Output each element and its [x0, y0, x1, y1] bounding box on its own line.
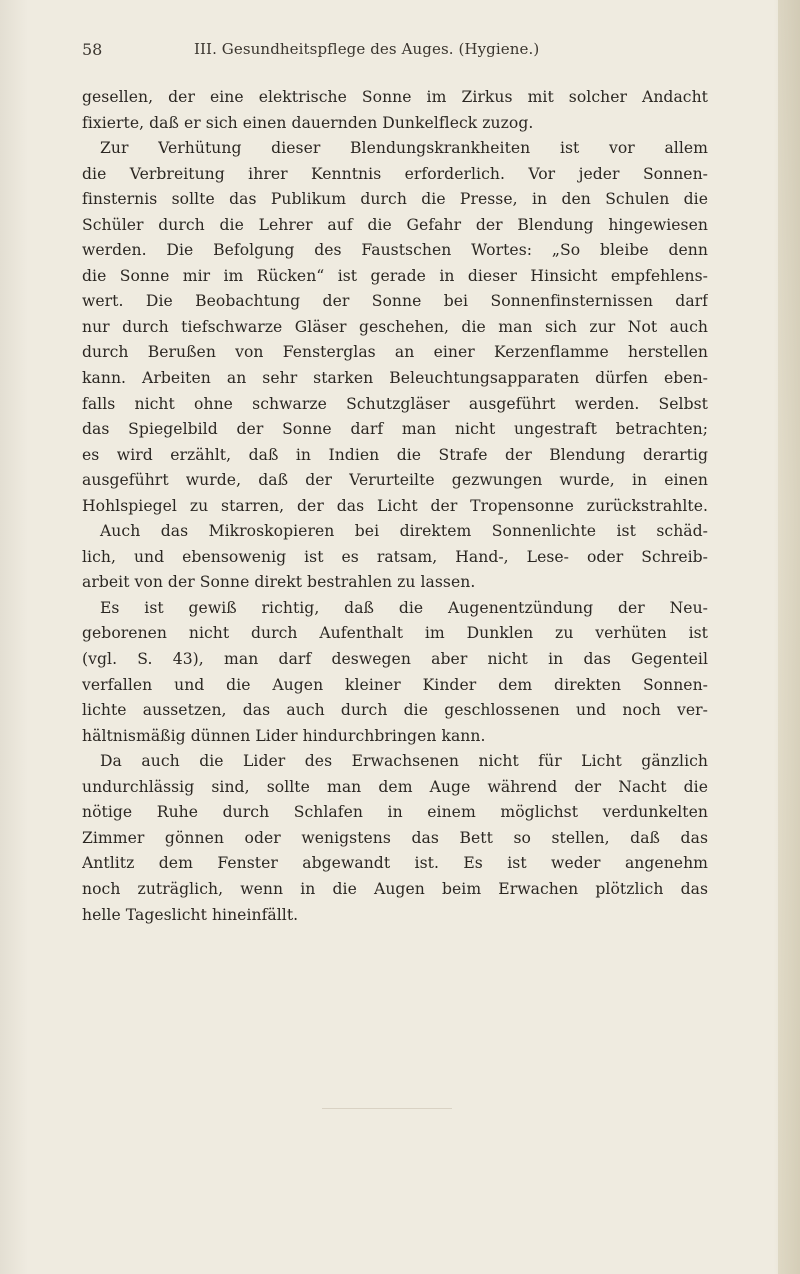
text-line: Antlitz dem Fenster abgewandt ist. Es ist weder angenehm	[82, 854, 708, 873]
text-line: verfallen und die Augen kleiner Kinder dem direkten Sonnen-	[82, 675, 708, 694]
text-line: es wird erzählt, daß in Indien die Strafe der Blendung derartig	[82, 445, 708, 464]
text-line: die Verbreitung ihrer Kenntnis erforderlich. Vor jeder Sonnen-	[82, 164, 708, 183]
text-line: (vgl. S. 43), man darf deswegen aber nicht in das Gegenteil	[82, 650, 708, 669]
text-line: nötige Ruhe durch Schlafen in einem möglichst verdunkelten	[82, 803, 708, 822]
text-line: fixierte, daß er sich einen dauernden Dunkelfleck zuzog.	[82, 113, 534, 132]
bleed-through-mark	[322, 1108, 452, 1109]
text-line: Zur Verhütung dieser Blendungskrankheiten ist vor allem	[100, 139, 708, 158]
text-line: das Spiegelbild der Sonne darf man nicht ungestraft betrachten;	[82, 420, 708, 439]
text-line: lich, und ebensowenig ist es ratsam, Hand-, Lese- oder Schreib-	[82, 547, 708, 566]
text-line: lichte aussetzen, das auch durch die geschlossenen und noch ver-	[82, 701, 708, 720]
page-edge-stain	[778, 0, 800, 1274]
text-line: Zimmer gönnen oder wenigstens das Bett so stellen, daß das	[82, 828, 708, 847]
text-line: finsternis sollte das Publikum durch die Presse, in den Schulen die	[82, 190, 708, 209]
page-header	[82, 36, 702, 64]
text-line: ausgeführt wurde, daß der Verurteilte gezwungen wurde, in einen	[82, 471, 708, 490]
text-line: die Sonne mir im Rücken“ ist gerade in dieser Hinsicht empfehlens-	[82, 266, 708, 285]
text-line: Da auch die Lider des Erwachsenen nicht für Licht gänzlich	[100, 752, 708, 771]
text-line: nur durch tiefschwarze Gläser geschehen, die man sich zur Not auch	[82, 317, 708, 336]
text-line: Es ist gewiß richtig, daß die Augenentzündung der Neu-	[100, 598, 708, 617]
text-line: gesellen, der eine elektrische Sonne im Zirkus mit solcher Andacht	[82, 88, 708, 106]
text-line: wert. Die Beobachtung der Sonne bei Sonnenfinsternissen darf	[82, 292, 708, 311]
text-line: noch zuträglich, wenn in die Augen beim Erwachen plötzlich das	[82, 879, 708, 898]
text-line: geborenen nicht durch Aufenthalt im Dunklen zu verhüten ist	[82, 624, 708, 643]
running-head: III. Gesundheitspflege des Auges. (Hygiene.)	[194, 40, 540, 58]
text-line: werden. Die Befolgung des Faustschen Wortes: „So bleibe denn	[82, 241, 708, 260]
text-line: arbeit von der Sonne direkt bestrahlen zu lassen.	[82, 573, 476, 592]
text-line: undurchlässig sind, sollte man dem Auge während der Nacht die	[82, 777, 708, 796]
page-number: 58	[82, 40, 103, 59]
text-line: kann. Arbeiten an sehr starken Beleuchtungsapparaten dürfen eben-	[82, 369, 708, 388]
text-line: helle Tageslicht hineinfällt.	[82, 905, 299, 924]
text-line: Schüler durch die Lehrer auf die Gefahr der Blendung hingewiesen	[82, 215, 708, 234]
text-line: Auch das Mikroskopieren bei direktem Sonnenlichte ist schäd-	[100, 522, 708, 541]
text-line: Hohlspiegel zu starren, der das Licht der Tropensonne zurückstrahlte.	[82, 496, 708, 515]
text-line: durch Berußen von Fensterglas an einer Kerzenflamme herstellen	[82, 343, 708, 362]
text-line: falls nicht ohne schwarze Schutzgläser ausgeführt werden. Selbst	[82, 394, 708, 413]
text-line: hältnismäßig dünnen Lider hindurchbringen kann.	[82, 726, 486, 745]
body-text	[82, 85, 708, 928]
